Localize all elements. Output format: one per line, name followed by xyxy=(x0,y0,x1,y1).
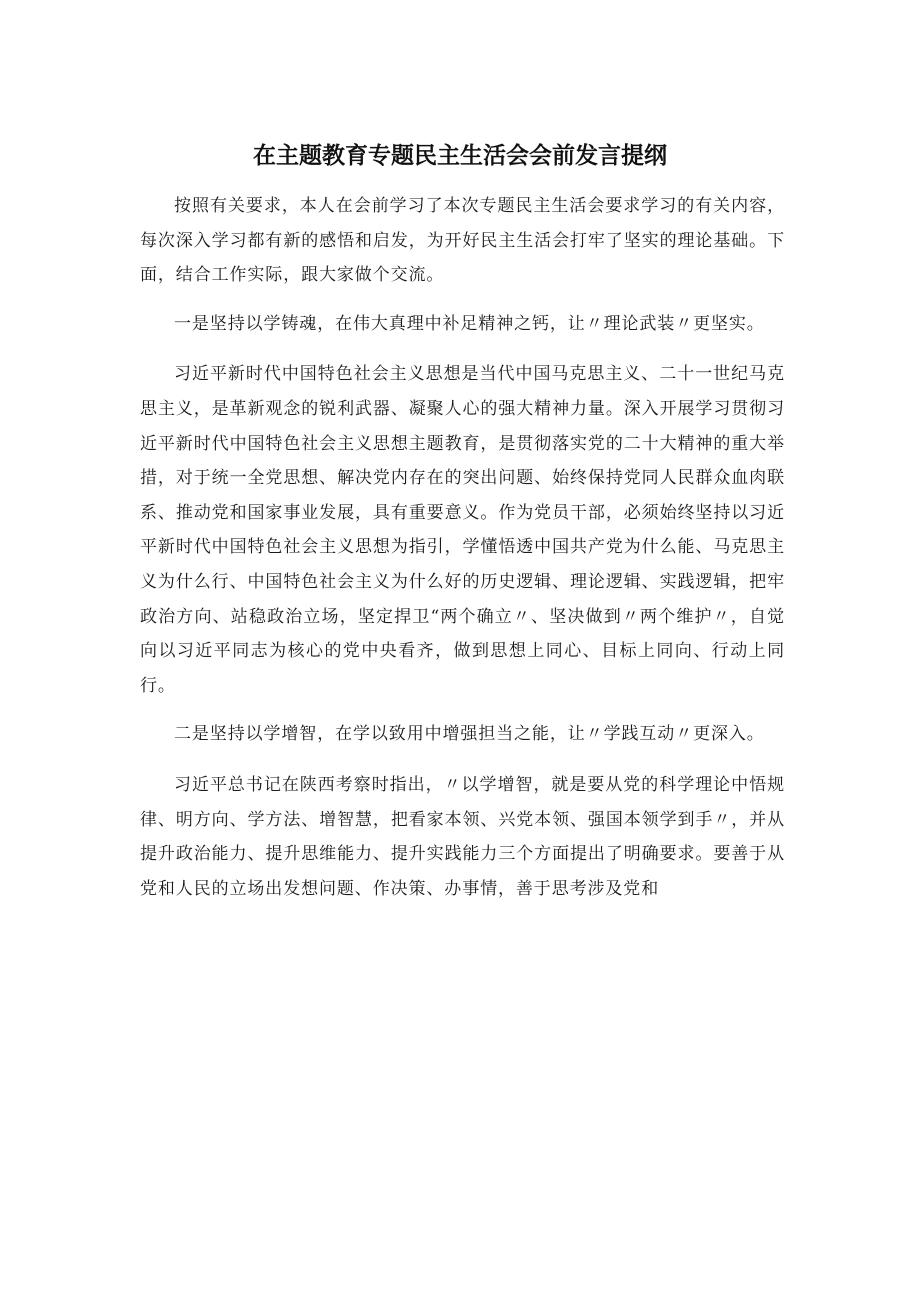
document-title: 在主题教育专题民主生活会会前发言提纲 xyxy=(253,143,667,169)
document-body xyxy=(140,189,785,906)
intro-paragraph: 按照有关要求，本人在会前学习了本次专题民主生活会要求学习的有关内容，每次深入学习都有新的感悟和启发，为开好民主生活会打牢了坚实的理论基础。下面，结合工作实际，跟大家做个交流。 xyxy=(140,196,785,286)
section-1-paragraph: 习近平新时代中国特色社会主义思想是当代中国马克思主义、二十一世纪马克思主义，是革新观念的锐利武器、凝聚人心的强大精神力量。深入开展学习贯彻习近平新时代中国特色社会主义思想主题教育，是贯彻落实党的二十大精神的重大举措，对于统一全党思想、解决党内存在的突出问题、始终保持党同人民群众血肉联系、推动党和国家事业发展，具有重要意义。作为党员干部，必须始终坚持以习近平新时代中国特色社会主义思想为指引，学懂悟透中国共产党为什么能、马克思主义为什么行、中国特色社会主义为什么好的历史逻辑、理论逻辑、实践逻辑，把牢政治方向、站稳政治立场，坚定捍卫“两个确立〃、坚决做到〃两个维护〃，自觉向以习近平同志为核心的党中央看齐，做到思想上同心、目标上同向、行动上同行。 xyxy=(140,364,785,696)
section-heading-1: 一是坚持以学铸魂，在伟大真理中补足精神之钙，让〃理论武装〃更坚实。 xyxy=(174,313,765,334)
section-heading-2: 二是坚持以学增智，在学以致用中增强担当之能，让〃学践互动〃更深入。 xyxy=(174,724,765,745)
section-2-paragraph: 习近平总书记在陕西考察时指出，〃以学增智，就是要从党的科学理论中悟规律、明方向、学方法、增智慧，把看家本领、兴党本领、强国本领学到手〃，并从提升政治能力、提升思维能力、提升实践能力三个方面提出了明确要求。要善于从党和人民的立场出发想问题、作决策、办事情，善于思考涉及党和 xyxy=(140,774,785,899)
